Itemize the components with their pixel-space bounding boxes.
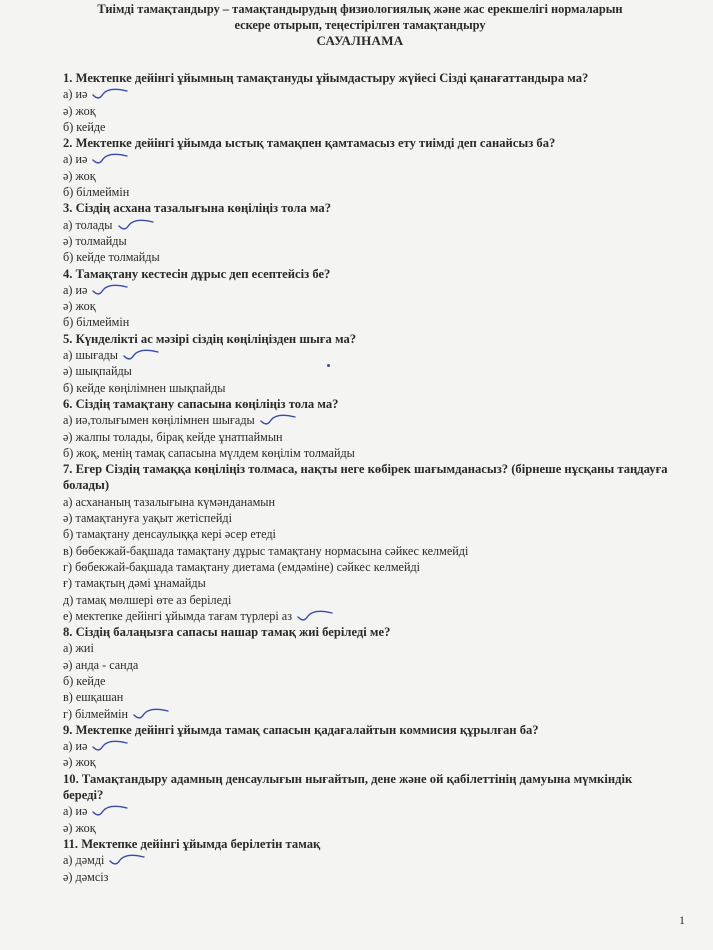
answer-option-label: а) асхананың тазалығына күмәнданамын — [63, 494, 276, 509]
answer-option — [63, 412, 693, 428]
answer-option-label: б) тамақтану денсаулыққа кері әсер етеді — [63, 527, 276, 542]
question-8: 8. Сіздің балаңызға сапасы нашар тамақ жиі беріледі ме? — [63, 625, 391, 640]
answer-option — [63, 754, 693, 770]
answer-option — [63, 657, 693, 673]
answer-option-label: ә) жоқ — [63, 755, 96, 770]
answer-option-label: б) кейде толмайды — [63, 250, 160, 265]
answer-option — [63, 380, 693, 396]
question-5: 5. Күнделікті ас мәзірі сіздің көңіліңізден шыға ма? — [63, 331, 357, 346]
answer-option-label: в) ешқашан — [63, 690, 124, 705]
question-9: 9. Мектепке дейінгі ұйымда тамақ сапасын қадағалайтын коммисия құрылған ба? — [63, 722, 539, 737]
answer-option-label: ә) дәмсіз — [63, 869, 109, 884]
answer-option-label: в) бөбекжай-бақшада тамақтану дұрыс тамақтану нормасына сәйкес келмейді — [63, 543, 469, 558]
answer-option — [63, 575, 693, 591]
document-header — [40, 2, 680, 49]
handwritten-check-icon — [91, 283, 131, 297]
answer-option-label: б) білмеймін — [63, 185, 130, 200]
answer-option-label: ә) жалпы толады, бірақ кейде ұнатпаймын — [63, 429, 283, 444]
answer-option — [63, 217, 693, 233]
question-1: 1. Мектепке дейінгі ұйымның тамақтануды ұйымдастыру жүйесі Сізді қанағаттандыра ма? — [63, 71, 589, 85]
answer-option-label: ғ) тамақтың дәмі ұнамайды — [63, 576, 206, 591]
answer-option — [63, 543, 693, 559]
answer-option — [63, 640, 693, 656]
answer-option-label: ә) жоқ — [63, 103, 96, 118]
answer-option — [63, 510, 693, 526]
answer-option — [63, 559, 693, 575]
handwritten-check-icon — [91, 152, 131, 166]
answer-option — [63, 494, 693, 510]
answer-option-label: а) иә — [63, 152, 88, 167]
answer-option-label: а) иә — [63, 804, 88, 819]
answer-option — [63, 347, 693, 363]
answer-option-label: ә) шықпайды — [63, 364, 132, 379]
answer-option — [63, 119, 693, 135]
handwritten-check-icon — [132, 707, 172, 721]
answer-option — [63, 86, 693, 102]
title-line-2: ескере отырып, теңестірілген тамақтандыру — [234, 17, 486, 32]
question-10: 10. Тамақтандыру адамның денсаулығын нығайтып, дене және ой қабілеттінің дамуына мүмкіндік береді? — [63, 771, 633, 803]
survey-label: САУАЛНАМА — [316, 33, 404, 48]
title-line-1: Тиімді тамақтандыру – тамақтандырудың физиологиялық және жас ерекшелігі нормаларын — [97, 2, 623, 16]
answer-option — [63, 445, 693, 461]
question-11: 11. Мектепке дейінгі ұйымда берілетін тамақ — [63, 836, 321, 851]
answer-option-label: а) жиі — [63, 641, 94, 656]
answer-option — [63, 803, 693, 819]
answer-option-label: а) иә — [63, 282, 88, 297]
answer-option — [63, 592, 693, 608]
answer-option-label: ә) жоқ — [63, 168, 96, 183]
answer-option-label: б) кейде — [63, 119, 106, 134]
answer-option-label: ә) анда - санда — [63, 657, 139, 672]
answer-option — [63, 314, 693, 330]
answer-option — [63, 608, 693, 624]
answer-option — [63, 526, 693, 542]
handwritten-check-icon — [91, 87, 131, 101]
answer-option — [63, 363, 693, 379]
answer-option — [63, 168, 693, 184]
answer-option — [63, 282, 693, 298]
answer-option-label: г) білмеймін — [63, 706, 129, 721]
question-3: 3. Сіздің асхана тазалығына көңіліңіз тола ма? — [63, 201, 331, 216]
pen-dot — [327, 364, 330, 367]
page-number: 1 — [679, 913, 685, 927]
answer-option-label: ә) жоқ — [63, 299, 96, 314]
answer-option — [63, 820, 693, 836]
answer-option-label: ә) жоқ — [63, 820, 96, 835]
answer-option-label: ә) толмайды — [63, 233, 127, 248]
handwritten-check-icon — [117, 218, 157, 232]
answer-option-label: а) шығады — [63, 348, 118, 363]
questionnaire-body — [63, 70, 693, 885]
handwritten-check-icon — [108, 853, 148, 867]
question-6: 6. Сіздің тамақтану сапасына көңіліңіз тола ма? — [63, 396, 339, 411]
answer-option — [63, 689, 693, 705]
answer-option — [63, 852, 693, 868]
answer-option — [63, 151, 693, 167]
answer-option — [63, 249, 693, 265]
answer-option-label: б) кейде көңілімнен шықпайды — [63, 380, 226, 395]
answer-option — [63, 103, 693, 119]
handwritten-check-icon — [91, 739, 131, 753]
handwritten-check-icon — [259, 413, 299, 427]
answer-option — [63, 869, 693, 885]
answer-option-label: б) білмеймін — [63, 315, 130, 330]
answer-option-label: б) кейде — [63, 673, 106, 688]
answer-option-label: а) иә — [63, 87, 88, 102]
question-7: 7. Егер Сіздің тамаққа көңіліңіз толмаса, нақты неге көбірек шағымданасыз? (бірнеше нұсқаны таңдауға болады) — [63, 462, 668, 493]
answer-option-label: г) бөбекжай-бақшада тамақтану диетама (емдәміне) сәйкес келмейді — [63, 559, 421, 574]
answer-option-label: б) жоқ, менің тамақ сапасына мүлдем көңілім толмайды — [63, 445, 355, 460]
handwritten-check-icon — [296, 609, 336, 623]
answer-option-label: ә) тамақтануға уақыт жетіспейді — [63, 511, 232, 526]
answer-option — [63, 429, 693, 445]
answer-option — [63, 184, 693, 200]
answer-option — [63, 673, 693, 689]
handwritten-check-icon — [122, 348, 162, 362]
question-4: 4. Тамақтану кестесін дұрыс деп есептейсіз бе? — [63, 266, 331, 281]
answer-option — [63, 738, 693, 754]
answer-option — [63, 706, 693, 722]
answer-option-label: а) иә — [63, 739, 88, 754]
answer-option-label: д) тамақ мөлшері өте аз беріледі — [63, 592, 232, 607]
question-2: 2. Мектепке дейінгі ұйымда ыстық тамақпен қамтамасыз ету тиімді деп санайсыз ба? — [63, 136, 556, 151]
handwritten-check-icon — [91, 804, 131, 818]
answer-option-label: а) иә,толығымен көңілімнен шығады — [63, 413, 255, 428]
answer-option — [63, 298, 693, 314]
answer-option-label: е) мектепке дейінгі ұйымда тағам түрлері аз — [63, 608, 293, 623]
answer-option-label: а) толады — [63, 217, 113, 232]
answer-option — [63, 233, 693, 249]
answer-option-label: а) дәмді — [63, 853, 105, 868]
